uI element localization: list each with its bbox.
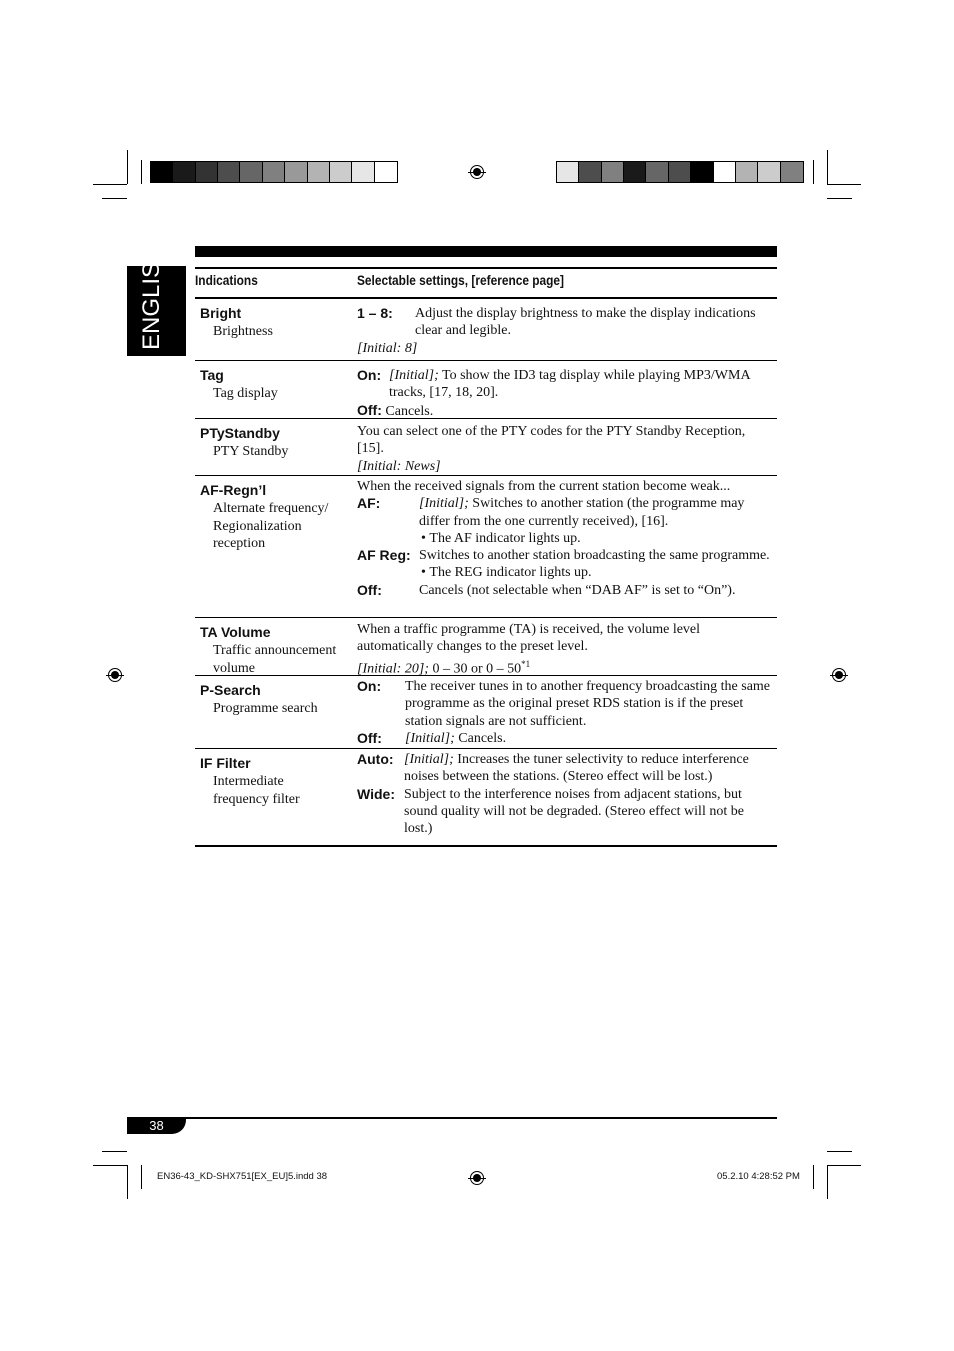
indication-subtitle: Brightness bbox=[213, 324, 273, 339]
color-swatch bbox=[669, 162, 691, 182]
table-row-ptystandby bbox=[195, 419, 777, 476]
bullet-point: • The REG indicator lights up. bbox=[421, 565, 592, 581]
indication-subtitle-line: frequency filter bbox=[213, 791, 300, 807]
color-swatch bbox=[352, 162, 374, 182]
setting-initial: [Initial: 20]; bbox=[357, 661, 429, 677]
color-swatch bbox=[285, 162, 307, 182]
color-swatch bbox=[781, 162, 803, 182]
setting-text: Cancels. bbox=[381, 403, 434, 419]
indication-title: P-Search bbox=[200, 682, 261, 698]
setting-intro: When the received signals from the current station become weak... bbox=[357, 479, 731, 494]
setting-key: On: bbox=[357, 678, 382, 694]
color-swatch bbox=[758, 162, 780, 182]
bullet-point: • The AF indicator lights up. bbox=[421, 530, 581, 546]
indication-subtitle: Programme search bbox=[213, 701, 318, 716]
color-swatch bbox=[330, 162, 352, 182]
setting-text: You can select one of the PTY codes for the PTY Standby Reception, [15]. bbox=[357, 424, 746, 457]
table-row-bright bbox=[195, 299, 777, 361]
setting-range: 0 – 30 or 0 – 50 bbox=[428, 661, 522, 677]
table-row-ta-volume bbox=[195, 618, 777, 676]
setting-key: AF Reg: bbox=[357, 547, 411, 564]
indication-subtitle: PTY Standby bbox=[213, 444, 289, 459]
indication-subtitle-line: Alternate frequency/ bbox=[213, 501, 329, 516]
indication-title: Bright bbox=[200, 305, 242, 321]
indication-subtitle-line: Intermediate bbox=[213, 774, 284, 789]
language-tab bbox=[127, 244, 186, 356]
setting-text: Switches to another station broadcasting the same programme. bbox=[419, 548, 770, 564]
color-swatch bbox=[579, 162, 601, 182]
table-top-rule bbox=[195, 267, 777, 269]
indication-subtitle-line: Traffic announcement bbox=[213, 643, 337, 658]
indication-title: PTyStandby bbox=[200, 425, 280, 441]
setting-initial: [Initial: 8] bbox=[357, 340, 418, 356]
setting-initial: [Initial]; bbox=[419, 496, 469, 512]
color-swatch bbox=[714, 162, 736, 182]
table-row-if-filter bbox=[195, 749, 777, 847]
color-swatch bbox=[602, 162, 624, 182]
setting-initial: [Initial]; bbox=[405, 730, 455, 746]
setting-key: Off: bbox=[357, 729, 382, 746]
indication-title: Tag bbox=[200, 367, 224, 383]
slug-timestamp: 05.2.10 4:28:52 PM bbox=[717, 1171, 800, 1182]
indication-title: IF Filter bbox=[200, 755, 251, 771]
color-swatch bbox=[218, 162, 240, 182]
footnote-ref: *1 bbox=[521, 658, 531, 669]
header-settings: Selectable settings, [reference page] bbox=[357, 272, 565, 288]
setting-key: Off: bbox=[357, 581, 382, 598]
indication-subtitle-line: reception bbox=[213, 536, 266, 551]
color-swatch bbox=[736, 162, 758, 182]
setting-key: Off: bbox=[357, 401, 382, 418]
registration-mark-left bbox=[108, 668, 122, 682]
setting-text: Cancels (not selectable when “DAB AF” is set to “On”). bbox=[419, 582, 736, 598]
setting-text: Switches to another station (the programme may differ from the one currently received), [16]. bbox=[419, 496, 745, 529]
header-bar bbox=[195, 246, 777, 257]
color-swatch bbox=[691, 162, 713, 182]
language-label: ENGLISH bbox=[138, 244, 165, 350]
indication-title: AF-Regn’l bbox=[200, 482, 267, 498]
color-swatch bbox=[308, 162, 330, 182]
page-number: 38 bbox=[127, 1118, 186, 1134]
color-swatch bbox=[263, 162, 285, 182]
color-swatch bbox=[240, 162, 262, 182]
setting-text: When a traffic programme (TA) is received, the volume level automatically changes to the preset level. bbox=[357, 622, 701, 655]
setting-key: Auto: bbox=[357, 751, 394, 767]
color-swatch bbox=[151, 162, 173, 182]
table-row-af-regnl bbox=[195, 476, 777, 618]
color-swatch bbox=[624, 162, 646, 182]
footer-rule bbox=[127, 1117, 777, 1119]
registration-mark-right bbox=[832, 668, 846, 682]
header-indications: Indications bbox=[195, 272, 258, 288]
color-swatch bbox=[173, 162, 195, 182]
setting-key: 1 – 8: bbox=[357, 305, 393, 321]
setting-key: On: bbox=[357, 367, 382, 383]
table-row-tag bbox=[195, 361, 777, 419]
setting-initial: [Initial: News] bbox=[357, 458, 441, 474]
setting-text: Increases the tuner selectivity to reduce interference noises between the stations. (Stereo effect will be lost.) bbox=[404, 752, 749, 785]
indication-subtitle-line: Regionalization bbox=[213, 518, 302, 534]
setting-initial: [Initial]; bbox=[404, 752, 454, 767]
indication-title: TA Volume bbox=[200, 624, 271, 640]
color-calibration-bar-left bbox=[150, 161, 398, 183]
indication-subtitle-line: volume bbox=[213, 660, 255, 676]
registration-mark-bottom bbox=[470, 1171, 484, 1185]
color-swatch bbox=[375, 162, 397, 182]
registration-mark-top bbox=[470, 165, 484, 179]
setting-initial: [Initial]; bbox=[389, 368, 439, 383]
setting-text: Cancels. bbox=[454, 730, 507, 746]
setting-text: The receiver tunes in to another frequency broadcasting the same programme as the original preset RDS station is if the preset station signals are not sufficient. bbox=[405, 679, 771, 729]
color-swatch bbox=[196, 162, 218, 182]
setting-text: To show the ID3 tag display while playing MP3/WMA tracks, [17, 18, 20]. bbox=[389, 368, 750, 401]
setting-key: AF: bbox=[357, 495, 381, 512]
setting-text: Adjust the display brightness to make the display indications clear and legible. bbox=[415, 306, 756, 339]
setting-key: Wide: bbox=[357, 785, 395, 802]
indication-subtitle: Tag display bbox=[213, 386, 278, 401]
table-row-p-search bbox=[195, 676, 777, 749]
color-swatch bbox=[557, 162, 579, 182]
slug-filename: EN36-43_KD-SHX751[EX_EU]5.indd 38 bbox=[157, 1171, 328, 1182]
setting-text: Subject to the interference noises from adjacent stations, but sound quality will not be degraded. (Stereo effect will not be lost.) bbox=[404, 786, 744, 837]
color-calibration-bar-right bbox=[556, 161, 804, 183]
color-swatch bbox=[646, 162, 668, 182]
